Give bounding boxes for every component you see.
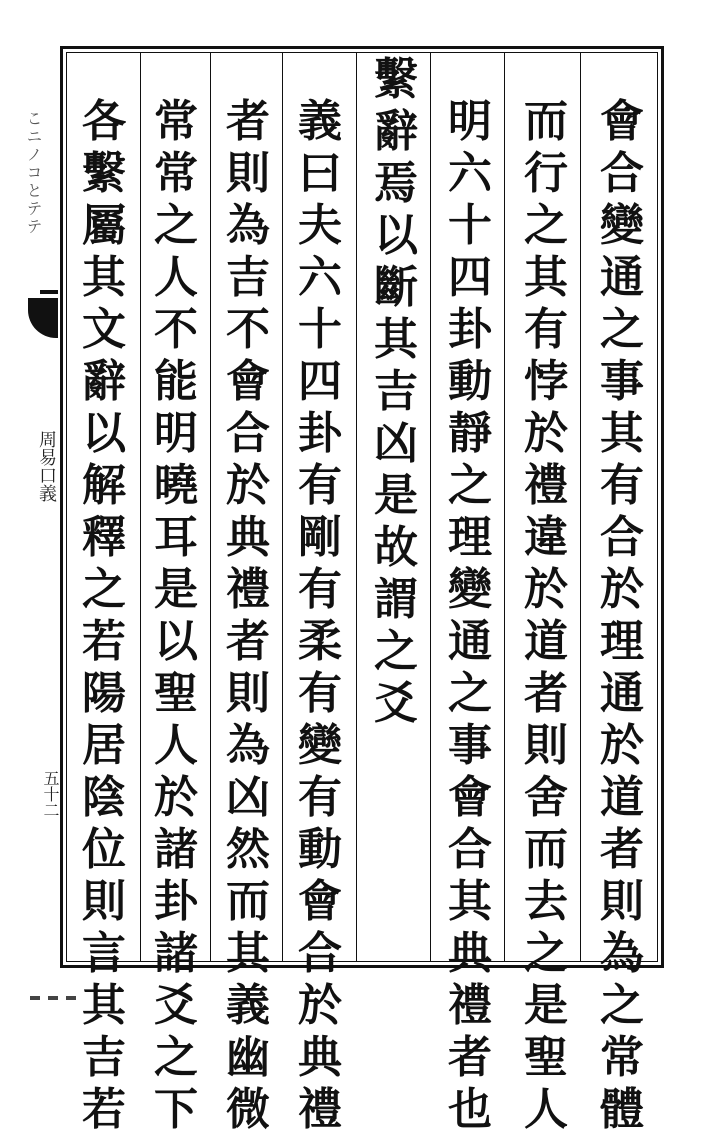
glyph: 變 xyxy=(600,200,644,251)
glyph: 其 xyxy=(600,408,644,459)
glyph: 卦 xyxy=(448,304,492,355)
glyph: 通 xyxy=(448,616,492,667)
glyph: 而 xyxy=(524,824,568,875)
glyph: 之 xyxy=(600,980,644,1031)
glyph: 會 xyxy=(298,876,342,927)
glyph: 理 xyxy=(448,512,492,563)
glyph: 則 xyxy=(524,720,568,771)
glyph: 聖 xyxy=(524,1032,568,1083)
glyph: 去 xyxy=(524,876,568,927)
text-column-7 xyxy=(144,96,208,1135)
glyph: 爻 xyxy=(154,980,198,1031)
glyph: 禮 xyxy=(226,564,270,615)
glyph: 者 xyxy=(448,1032,492,1083)
glyph: 故 xyxy=(374,522,418,573)
glyph: 於 xyxy=(226,460,270,511)
glyph: 十 xyxy=(448,200,492,251)
glyph: 之 xyxy=(374,626,418,677)
glyph: 靜 xyxy=(448,408,492,459)
glyph: 常 xyxy=(154,148,198,199)
column-rule xyxy=(282,53,283,961)
column-rule xyxy=(210,53,211,961)
glyph: 卦 xyxy=(298,408,342,459)
glyph: 於 xyxy=(524,408,568,459)
glyph: 義 xyxy=(298,96,342,147)
glyph: 各 xyxy=(82,96,126,147)
glyph: 爻 xyxy=(374,678,418,729)
glyph: 會 xyxy=(600,96,644,147)
glyph: 變 xyxy=(448,564,492,615)
glyph: 文 xyxy=(82,304,126,355)
glyph: 釋 xyxy=(82,512,126,563)
glyph: 也 xyxy=(448,1084,492,1135)
text-column-4 xyxy=(364,54,428,934)
glyph: 悖 xyxy=(524,356,568,407)
glyph: 若 xyxy=(82,1084,126,1135)
glyph: 之 xyxy=(448,668,492,719)
glyph: 吉 xyxy=(374,366,418,417)
glyph: 變 xyxy=(298,720,342,771)
glyph: 而 xyxy=(226,876,270,927)
glyph: 六 xyxy=(298,252,342,303)
glyph: 四 xyxy=(298,356,342,407)
glyph: 人 xyxy=(524,1084,568,1135)
glyph: 合 xyxy=(298,928,342,979)
glyph: 合 xyxy=(600,148,644,199)
page-number: 五十二 xyxy=(41,770,60,818)
glyph: 繫 xyxy=(374,54,418,105)
glyph: 會 xyxy=(226,356,270,407)
glyph: 典 xyxy=(298,1032,342,1083)
glyph: 是 xyxy=(154,564,198,615)
glyph: 夫 xyxy=(298,200,342,251)
glyph: 合 xyxy=(600,512,644,563)
glyph: 典 xyxy=(226,512,270,563)
glyph: 繫 xyxy=(82,148,126,199)
glyph: 動 xyxy=(298,824,342,875)
glyph: 柔 xyxy=(298,616,342,667)
glyph: 義 xyxy=(226,980,270,1031)
glyph: 有 xyxy=(298,564,342,615)
glyph: 於 xyxy=(298,980,342,1031)
glyph: 則 xyxy=(226,668,270,719)
glyph: 理 xyxy=(600,616,644,667)
glyph: 卦 xyxy=(154,876,198,927)
glyph: 則 xyxy=(226,148,270,199)
glyph: 者 xyxy=(226,616,270,667)
column-rule xyxy=(140,53,141,961)
glyph: 事 xyxy=(600,356,644,407)
glyph: 禮 xyxy=(448,980,492,1031)
glyph: 於 xyxy=(600,720,644,771)
glyph: 則 xyxy=(600,876,644,927)
glyph: 十 xyxy=(298,304,342,355)
text-column-5 xyxy=(288,96,352,1135)
glyph: 通 xyxy=(600,252,644,303)
glyph: 合 xyxy=(226,408,270,459)
glyph: 辭 xyxy=(374,106,418,157)
glyph: 之 xyxy=(524,928,568,979)
glyph: 以 xyxy=(82,408,126,459)
glyph: 辭 xyxy=(82,356,126,407)
glyph: 是 xyxy=(374,470,418,521)
text-column-2 xyxy=(514,96,578,1135)
column-rule xyxy=(504,53,505,961)
glyph: 會 xyxy=(448,772,492,823)
book-title: 周易口義 xyxy=(36,430,57,502)
glyph: 若 xyxy=(82,616,126,667)
glyph: 則 xyxy=(82,876,126,927)
glyph: 有 xyxy=(600,460,644,511)
glyph: 剛 xyxy=(298,512,342,563)
glyph: 其 xyxy=(226,928,270,979)
glyph: 明 xyxy=(154,408,198,459)
glyph: 陽 xyxy=(82,668,126,719)
glyph: 之 xyxy=(82,564,126,615)
column-rule xyxy=(356,53,357,961)
text-column-8 xyxy=(72,96,136,1135)
edge-text: こニノコとテテ xyxy=(24,110,43,236)
glyph: 舍 xyxy=(524,772,568,823)
glyph: 行 xyxy=(524,148,568,199)
glyph: 人 xyxy=(154,252,198,303)
glyph: 人 xyxy=(154,720,198,771)
glyph: 其 xyxy=(82,252,126,303)
column-rule xyxy=(430,53,431,961)
glyph: 斷 xyxy=(374,262,418,313)
glyph: 於 xyxy=(600,564,644,615)
glyph: 耳 xyxy=(154,512,198,563)
glyph: 於 xyxy=(154,772,198,823)
glyph: 不 xyxy=(154,304,198,355)
text-column-6 xyxy=(216,96,280,1135)
glyph: 吉 xyxy=(82,1032,126,1083)
glyph: 之 xyxy=(524,200,568,251)
glyph: 常 xyxy=(154,96,198,147)
glyph: 下 xyxy=(154,1084,198,1135)
glyph: 體 xyxy=(600,1084,644,1135)
glyph: 其 xyxy=(448,876,492,927)
glyph: 凶 xyxy=(374,418,418,469)
glyph: 陰 xyxy=(82,772,126,823)
glyph: 凶 xyxy=(226,772,270,823)
glyph: 其 xyxy=(524,252,568,303)
glyph: 聖 xyxy=(154,668,198,719)
glyph: 居 xyxy=(82,720,126,771)
glyph: 曰 xyxy=(298,148,342,199)
glyph: 事 xyxy=(448,720,492,771)
glyph: 微 xyxy=(226,1084,270,1135)
glyph: 位 xyxy=(82,824,126,875)
glyph: 有 xyxy=(298,668,342,719)
glyph: 幽 xyxy=(226,1032,270,1083)
glyph: 四 xyxy=(448,252,492,303)
text-column-1 xyxy=(590,96,654,1135)
glyph: 者 xyxy=(600,824,644,875)
glyph: 曉 xyxy=(154,460,198,511)
glyph: 六 xyxy=(448,148,492,199)
glyph: 者 xyxy=(226,96,270,147)
glyph: 禮 xyxy=(298,1084,342,1135)
glyph: 通 xyxy=(600,668,644,719)
glyph: 之 xyxy=(154,1032,198,1083)
glyph: 違 xyxy=(524,512,568,563)
page-fold-edge xyxy=(0,40,58,340)
glyph: 不 xyxy=(226,304,270,355)
text-column-3 xyxy=(438,96,502,1135)
glyph: 於 xyxy=(524,564,568,615)
glyph: 然 xyxy=(226,824,270,875)
glyph: 之 xyxy=(600,304,644,355)
glyph: 以 xyxy=(154,616,198,667)
glyph: 為 xyxy=(226,200,270,251)
glyph: 言 xyxy=(82,928,126,979)
glyph: 其 xyxy=(82,980,126,1031)
column-rule xyxy=(580,53,581,961)
glyph: 為 xyxy=(226,720,270,771)
glyph: 禮 xyxy=(524,460,568,511)
glyph: 而 xyxy=(524,96,568,147)
glyph: 以 xyxy=(374,210,418,261)
glyph: 之 xyxy=(448,460,492,511)
glyph: 謂 xyxy=(374,574,418,625)
glyph: 道 xyxy=(524,616,568,667)
glyph: 為 xyxy=(600,928,644,979)
glyph: 明 xyxy=(448,96,492,147)
glyph: 道 xyxy=(600,772,644,823)
glyph: 能 xyxy=(154,356,198,407)
glyph: 之 xyxy=(154,200,198,251)
glyph: 是 xyxy=(524,980,568,1031)
glyph: 諸 xyxy=(154,824,198,875)
glyph: 其 xyxy=(374,314,418,365)
glyph: 動 xyxy=(448,356,492,407)
glyph: 諸 xyxy=(154,928,198,979)
glyph: 有 xyxy=(298,772,342,823)
bottom-marks xyxy=(30,985,90,991)
glyph: 者 xyxy=(524,668,568,719)
glyph: 典 xyxy=(448,928,492,979)
glyph: 常 xyxy=(600,1032,644,1083)
glyph: 有 xyxy=(298,460,342,511)
glyph: 吉 xyxy=(226,252,270,303)
glyph: 有 xyxy=(524,304,568,355)
glyph: 屬 xyxy=(82,200,126,251)
glyph: 解 xyxy=(82,460,126,511)
fold-mark-stroke xyxy=(40,290,58,294)
glyph: 合 xyxy=(448,824,492,875)
glyph: 焉 xyxy=(374,158,418,209)
